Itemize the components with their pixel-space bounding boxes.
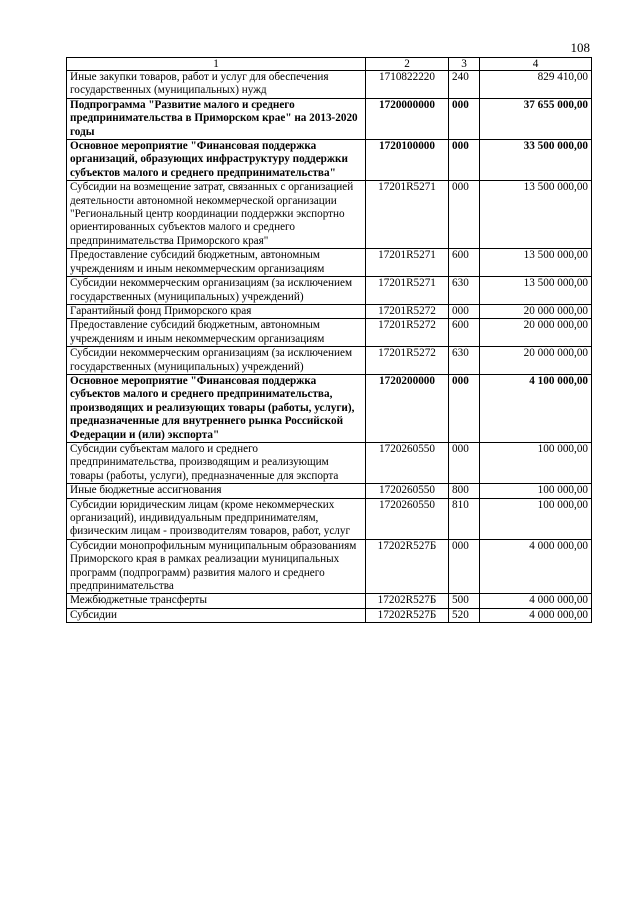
- row-name: Основное мероприятие "Финансовая поддержка субъектов малого и среднего предпринимательства, производящих и реализующих товары (работы, услуги), предназначенные для внутреннего рынка Российской Федерации и (или) экспорта": [67, 374, 366, 442]
- row-sum: 4 100 000,00: [480, 374, 592, 442]
- row-name: Субсидии некоммерческим организациям (за исключением государственных (муниципальных) учреждений): [67, 277, 366, 305]
- row-code: 17201R5272: [366, 347, 449, 375]
- row-sum: 33 500 000,00: [480, 140, 592, 181]
- page-number: 108: [570, 40, 590, 55]
- table-row: [67, 319, 592, 347]
- table-row: [67, 249, 592, 277]
- row-type: 520: [449, 608, 480, 622]
- table-row: [67, 71, 592, 99]
- row-name: Гарантийный фонд Приморского края: [67, 304, 366, 318]
- row-sum: 100 000,00: [480, 484, 592, 498]
- row-code: 1720000000: [366, 98, 449, 139]
- row-code: 17201R5271: [366, 277, 449, 305]
- row-type: 810: [449, 498, 480, 539]
- row-name: Основное мероприятие "Финансовая поддержка организаций, образующих инфраструктуру поддержки субъектов малого и среднего предпринимательства": [67, 140, 366, 181]
- table-row: [67, 277, 592, 305]
- row-sum: 13 500 000,00: [480, 181, 592, 249]
- row-name: Субсидии юридическим лицам (кроме некоммерческих организаций), индивидуальным предпринимателям, физическим лицам - производителям товаров, работ, услуг: [67, 498, 366, 539]
- row-code: 1720100000: [366, 140, 449, 181]
- row-sum: 4 000 000,00: [480, 539, 592, 594]
- row-type: 000: [449, 539, 480, 594]
- row-code: 17201R5271: [366, 181, 449, 249]
- header-col-2: 2: [366, 58, 449, 71]
- table-row: [67, 374, 592, 442]
- row-type: 800: [449, 484, 480, 498]
- row-code: 1710822220: [366, 71, 449, 99]
- row-name: Субсидии субъектам малого и среднего предпринимательства, производящим и реализующим товары (работы, услуги), предназначенные для экспорта: [67, 442, 366, 483]
- table-row: [67, 98, 592, 139]
- row-type: 000: [449, 98, 480, 139]
- row-name: Субсидии на возмещение затрат, связанных с организацией деятельности автономной некоммерческой организации "Региональный центр координации поддержки экспортно ориентированных субъектов малого и среднего предпринимательства Приморского края": [67, 181, 366, 249]
- table-row: [67, 608, 592, 622]
- table-row: [67, 594, 592, 608]
- row-sum: 13 500 000,00: [480, 249, 592, 277]
- row-type: 000: [449, 304, 480, 318]
- row-name: Предоставление субсидий бюджетным, автономным учреждениям и иным некоммерческим организациям: [67, 249, 366, 277]
- row-name: Межбюджетные трансферты: [67, 594, 366, 608]
- table-row: [67, 539, 592, 594]
- row-code: 17202R527Б: [366, 539, 449, 594]
- row-name: Субсидии: [67, 608, 366, 622]
- row-type: 600: [449, 249, 480, 277]
- row-sum: 20 000 000,00: [480, 319, 592, 347]
- budget-table: [66, 57, 592, 623]
- header-col-1: 1: [67, 58, 366, 71]
- row-type: 000: [449, 140, 480, 181]
- row-sum: 100 000,00: [480, 442, 592, 483]
- row-code: 17202R527Б: [366, 608, 449, 622]
- row-name: Иные закупки товаров, работ и услуг для обеспечения государственных (муниципальных) нужд: [67, 71, 366, 99]
- table-row: [67, 498, 592, 539]
- header-col-3: 3: [449, 58, 480, 71]
- row-sum: 20 000 000,00: [480, 304, 592, 318]
- row-sum: 20 000 000,00: [480, 347, 592, 375]
- row-name: Предоставление субсидий бюджетным, автономным учреждениям и иным некоммерческим организациям: [67, 319, 366, 347]
- row-sum: 4 000 000,00: [480, 594, 592, 608]
- row-sum: 13 500 000,00: [480, 277, 592, 305]
- row-sum: 4 000 000,00: [480, 608, 592, 622]
- table-body: [67, 71, 592, 623]
- row-sum: 829 410,00: [480, 71, 592, 99]
- table-header-row: [67, 58, 592, 71]
- row-code: 1720260550: [366, 498, 449, 539]
- row-name: Иные бюджетные ассигнования: [67, 484, 366, 498]
- row-sum: 37 655 000,00: [480, 98, 592, 139]
- row-code: 17202R527Б: [366, 594, 449, 608]
- row-code: 17201R5271: [366, 249, 449, 277]
- row-sum: 100 000,00: [480, 498, 592, 539]
- table-row: [67, 442, 592, 483]
- row-type: 000: [449, 442, 480, 483]
- row-code: 1720260550: [366, 442, 449, 483]
- row-code: 1720260550: [366, 484, 449, 498]
- row-name: Субсидии монопрофильным муниципальным образованиям Приморского края в рамках реализации муниципальных программ (подпрограмм) развития малого и среднего предпринимательства: [67, 539, 366, 594]
- table-row: [67, 484, 592, 498]
- row-code: 17201R5272: [366, 319, 449, 347]
- table-row: [67, 140, 592, 181]
- row-type: 240: [449, 71, 480, 99]
- table-row: [67, 347, 592, 375]
- table-row: [67, 304, 592, 318]
- row-code: 17201R5272: [366, 304, 449, 318]
- row-name: Подпрограмма "Развитие малого и среднего предпринимательства в Приморском крае" на 2013-2020 годы: [67, 98, 366, 139]
- row-type: 000: [449, 374, 480, 442]
- row-type: 630: [449, 277, 480, 305]
- row-type: 000: [449, 181, 480, 249]
- row-type: 600: [449, 319, 480, 347]
- table-row: [67, 181, 592, 249]
- row-name: Субсидии некоммерческим организациям (за исключением государственных (муниципальных) учреждений): [67, 347, 366, 375]
- header-col-4: 4: [480, 58, 592, 71]
- row-type: 630: [449, 347, 480, 375]
- row-code: 1720200000: [366, 374, 449, 442]
- row-type: 500: [449, 594, 480, 608]
